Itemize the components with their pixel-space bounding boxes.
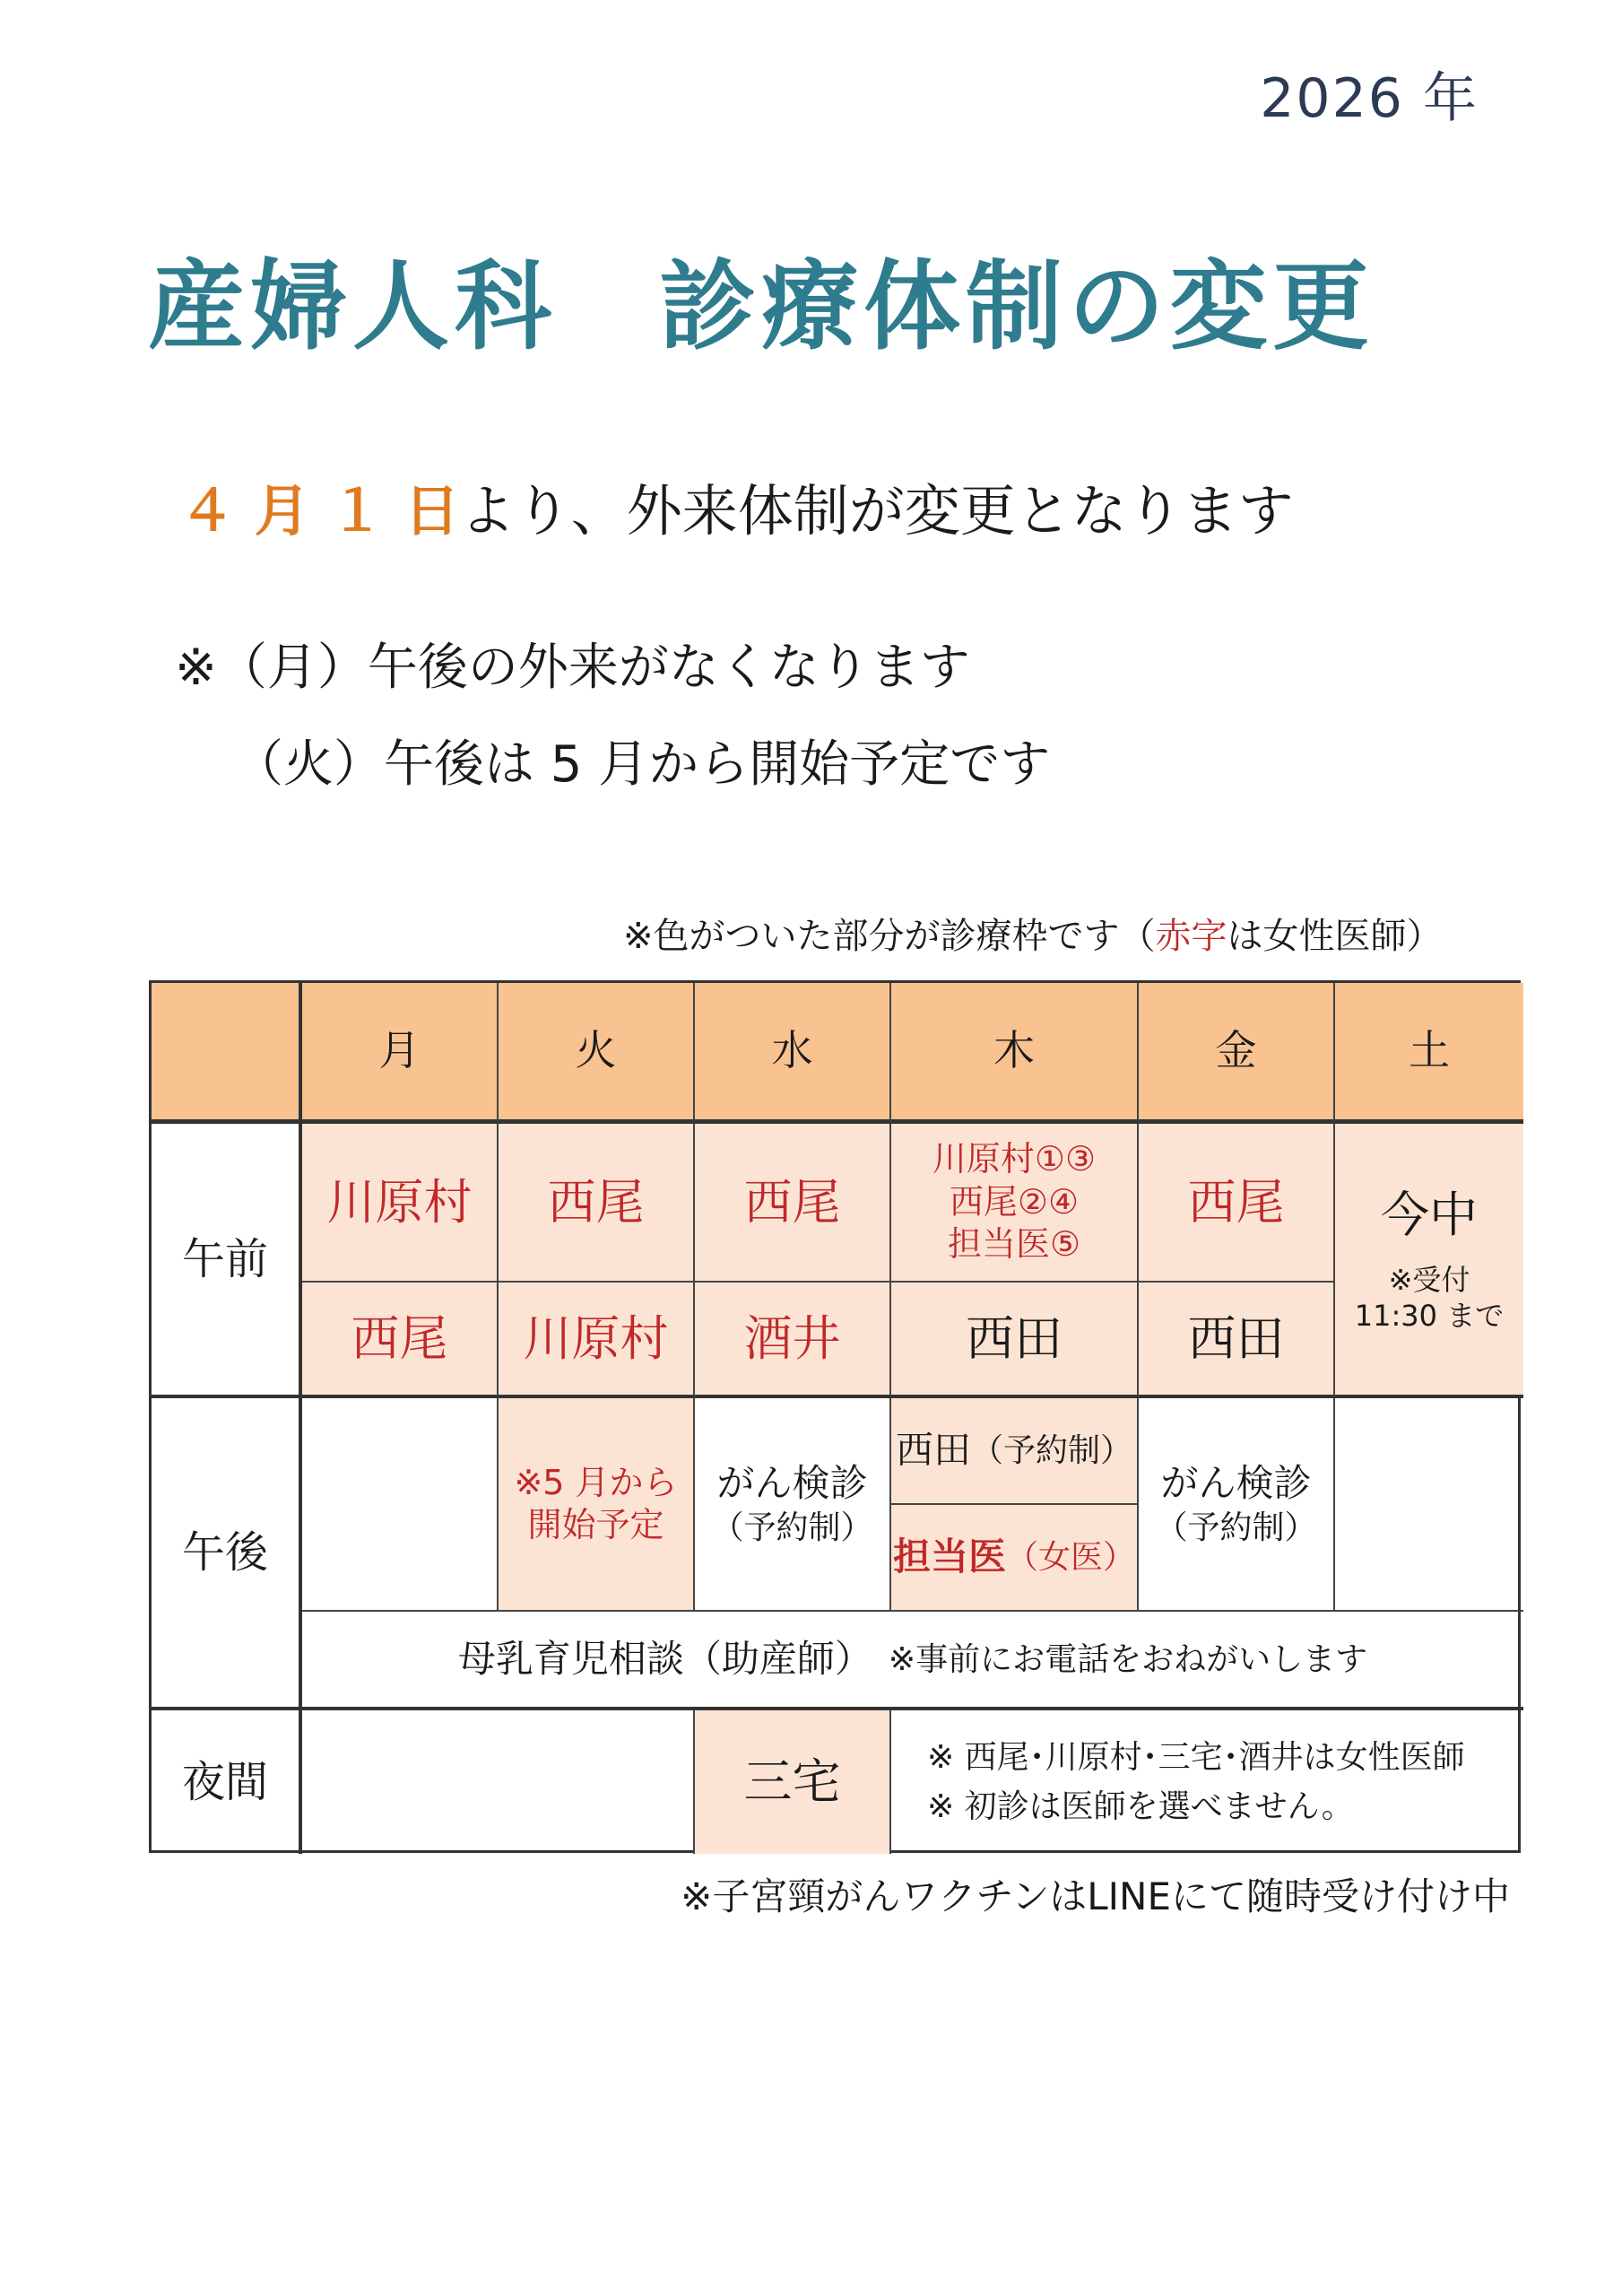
header-thu: 木 (891, 983, 1139, 1124)
afternoon-wed (695, 1398, 891, 1612)
morning1-wed: 西尾 (695, 1124, 891, 1283)
morning2-fri: 西田 (1139, 1283, 1335, 1398)
afternoon-fri-line2: （予約制） (1155, 1509, 1317, 1546)
afternoon-sat (1335, 1398, 1523, 1612)
morning2-mon: 西尾 (302, 1283, 499, 1398)
morning1-thu-line2: 西尾②④ (949, 1181, 1080, 1222)
sat-note-line1: ※受付 (1388, 1262, 1470, 1297)
afternoon-wed-line1: がん検診 (716, 1461, 868, 1506)
morning2-thu: 西田 (891, 1283, 1139, 1398)
afternoon-tue-line1: ※5 月から (514, 1462, 678, 1502)
consult-note: ※事前にお電話をおねがいします (888, 1640, 1368, 1678)
note-monday: ※（月）午後の外来がなくなります (175, 639, 970, 697)
lead-body: より、外来体制が変更となります (459, 478, 1294, 544)
night-note-line1: ※ 西尾･川原村･三宅･酒井は女性医師 (927, 1739, 1465, 1776)
afternoon-wed-line2: （予約制） (711, 1509, 873, 1546)
morning1-thu (891, 1124, 1139, 1283)
legend-red: 赤字 (1155, 916, 1227, 957)
header-wed: 水 (695, 983, 891, 1124)
afternoon-tue-line2: 開始予定 (527, 1505, 664, 1544)
lead-text (179, 466, 1294, 546)
row-label-night: 夜間 (152, 1710, 302, 1854)
afternoon-thu-top-note: （予約制） (971, 1432, 1133, 1469)
row-label-morning: 午前 (152, 1124, 302, 1398)
note-tuesday: （火）午後は 5 月から開始予定です (233, 735, 1051, 794)
vaccine-footnote: ※子宮頸がんワクチンはLINEにて随時受け付け中 (681, 1874, 1510, 1918)
night-notes (891, 1710, 1523, 1854)
afternoon-thu-bottom-note: （女医） (1006, 1539, 1136, 1576)
night-mon-tue (302, 1710, 695, 1854)
legend-after: は女性医師） (1227, 916, 1443, 957)
night-note-line2: ※ 初診は医師を選べません。 (927, 1788, 1354, 1825)
row-label-afternoon: 午後 (152, 1398, 302, 1710)
legend-before: ※色がついた部分が診療枠です（ (623, 916, 1156, 957)
afternoon-thu-bottom-doctor: 担当医 (892, 1535, 1006, 1579)
header-corner (152, 983, 302, 1124)
afternoon-fri-line1: がん検診 (1160, 1461, 1312, 1506)
afternoon-thu-top (891, 1398, 1139, 1505)
header-fri: 金 (1139, 983, 1335, 1124)
morning-sat (1335, 1124, 1523, 1398)
morning1-thu-line1: 川原村①③ (932, 1139, 1097, 1179)
schedule-table (149, 980, 1521, 1853)
header-tue: 火 (499, 983, 695, 1124)
year-label: 2026 年 (1260, 67, 1479, 130)
afternoon-mon (302, 1398, 499, 1612)
page-title: 産婦人科 診療体制の変更 (148, 251, 1375, 363)
color-legend (623, 908, 1443, 959)
morning1-tue: 西尾 (499, 1124, 695, 1283)
morning1-thu-line3: 担当医⑤ (947, 1224, 1081, 1265)
lead-date: ４ 月 １ 日 (179, 478, 460, 544)
night-wed: 三宅 (695, 1710, 891, 1854)
sat-doctor: 今中 (1381, 1187, 1478, 1244)
sat-note-line2: 11:30 まで (1354, 1298, 1505, 1333)
afternoon-thu-bottom (891, 1505, 1139, 1612)
afternoon-fri (1139, 1398, 1335, 1612)
afternoon-thu-top-doctor: 西田 (895, 1428, 971, 1473)
header-sat: 土 (1335, 983, 1523, 1124)
morning1-mon: 川原村 (302, 1124, 499, 1283)
afternoon-tue (499, 1398, 695, 1612)
morning1-fri: 西尾 (1139, 1124, 1335, 1283)
breastfeeding-consult (302, 1612, 1523, 1710)
morning2-wed: 酒井 (695, 1283, 891, 1398)
morning2-tue: 川原村 (499, 1283, 695, 1398)
consult-main: 母乳育児相談（助産師） (457, 1636, 872, 1681)
header-mon: 月 (302, 983, 499, 1124)
